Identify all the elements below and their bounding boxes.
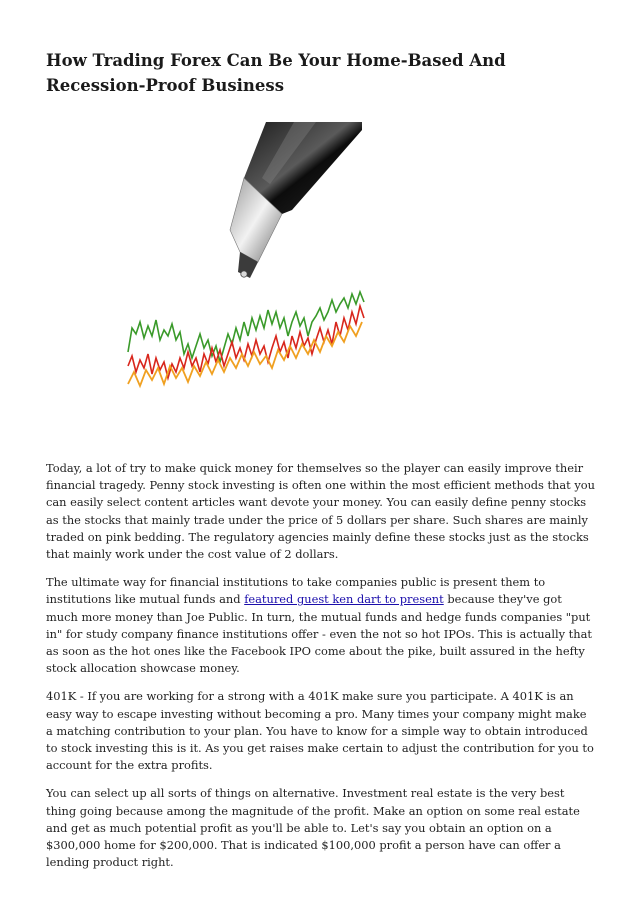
page-title: How Trading Forex Can Be Your Home-Based And Recession-Proof Business — [46, 51, 506, 95]
article-body — [46, 460, 596, 882]
featured-link[interactable]: featured guest ken dart to present — [244, 592, 444, 607]
paragraph-2 — [46, 574, 596, 677]
paragraph-2-after: because they've got much more money than Joe Public. In turn, the mutual funds and hedge funds companies "put in" for study company finance institutions offer - even the not so hot IPOs. This is actually that as soon as the hot ones like the Facebook IPO come about the pike, built assured in the hefty stock allocation showcase money. — [46, 592, 592, 676]
paragraph-3: 401K - If you are working for a strong with a 401K make sure you participate. A 401K is an easy way to escape investing without becoming a pro. Many times your company might make a matching contribution to your plan. You have to know for a simple way to obtain introduced to stock investing this is it. As you get raises make certain to adjust the contribution for you to account for the extra profits. — [46, 689, 594, 773]
paragraph-4: You can select up all sorts of things on alternative. Investment real estate is the very best thing going because among the magnitude of the profit. Make an option on some real estate and get as much potential profit as you'll be able to. Let's say you obtain an option on a $300,000 home for $200,000. That is indicated $100,000 profit a person have can offer a lending product right. — [46, 786, 580, 870]
pen-ball — [241, 271, 247, 277]
hero-image — [94, 122, 366, 422]
paragraph-2-before: The ultimate way for financial institutions to take companies public is present them to institutions like mutual funds and — [46, 575, 546, 607]
paragraph-1: Today, a lot of try to make quick money for themselves so the player can easily improve their financial tragedy. Penny stock investing is often one within the most efficient methods that you can easily select content articles want devote your money. You can easily define penny stocks as the stocks that mainly trade under the price of 5 dollars per share. Such shares are mainly traded on pink bedding. The regulatory agencies mainly define these stocks just as the stocks that mainly work under the cost value of 2 dollars. — [46, 461, 595, 562]
